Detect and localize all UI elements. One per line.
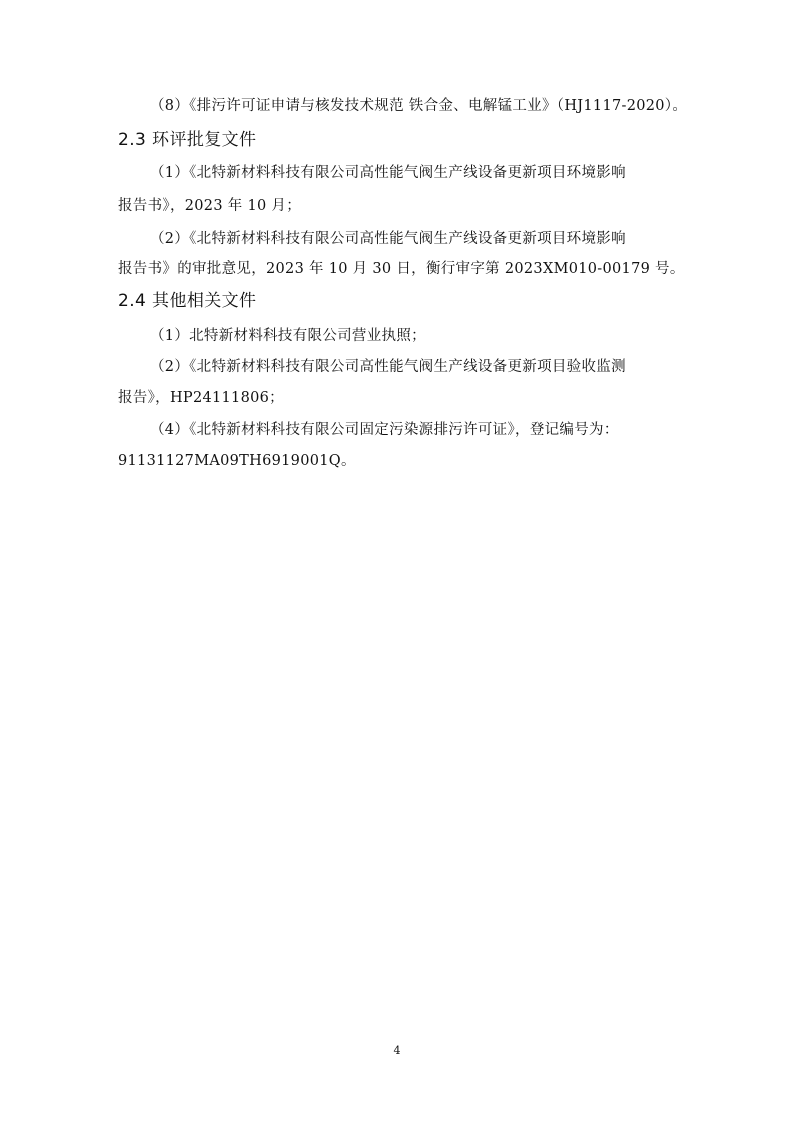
list-item-eia-2-line1: （2）《北特新材料科技有限公司高性能气阀生产线设备更新项目环境影响 — [150, 231, 626, 247]
section-heading-2-3: 2.3 环评批复文件 — [118, 130, 257, 150]
list-item-eia-1-line1: （1）《北特新材料科技有限公司高性能气阀生产线设备更新项目环境影响 — [150, 165, 626, 181]
list-item-standard-8: （8）《排污许可证申请与核发技术规范 铁合金、电解锰工业》（HJ1117-2020）。 — [150, 98, 688, 114]
list-item-eia-2-line2: 报告书》的审批意见，2023 年 10 月 30 日，衡行审字第 2023XM010-00179 号。 — [118, 261, 685, 277]
list-item-other-4-line2: 91131127MA09TH6919001Q。 — [118, 453, 356, 469]
list-item-other-1: （1）北特新材料科技有限公司营业执照； — [150, 328, 426, 344]
list-item-other-2-line1: （2）《北特新材料科技有限公司高性能气阀生产线设备更新项目验收监测 — [150, 359, 626, 375]
list-item-eia-1-line2: 报告书》，2023 年 10 月； — [118, 198, 302, 214]
list-item-other-4-line1: （4）《北特新材料科技有限公司固定污染源排污许可证》，登记编号为： — [150, 422, 619, 438]
list-item-other-2-line2: 报告》，HP24111806； — [118, 390, 284, 406]
section-heading-2-4: 2.4 其他相关文件 — [118, 291, 257, 311]
page-number: 4 — [393, 1044, 401, 1057]
